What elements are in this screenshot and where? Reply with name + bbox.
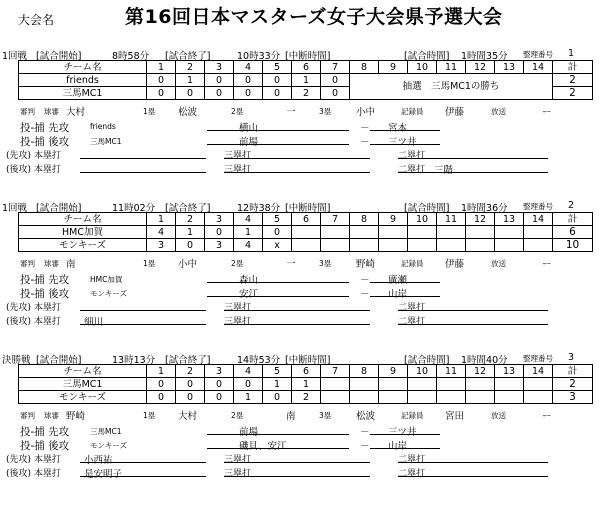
total-score: 3 [553,391,593,404]
triple-second [224,314,370,325]
inning-header: 14 [524,213,553,226]
recorder-label: 記録員 [401,259,424,268]
triple-label: 三塁打 [224,303,252,313]
inning-header: 4 [234,213,263,226]
inning-score [437,378,466,391]
inning-header: 4 [234,365,263,378]
inning-score: 1 [176,226,205,239]
ref-no-label: 整理番号 [523,354,553,363]
inning-header: 2 [176,213,205,226]
inning-header: 2 [176,365,205,378]
inning-score [350,226,379,239]
score-table [18,212,593,252]
inning-score: 1 [176,74,205,87]
start-time: 8時58分 [112,51,150,62]
inning-score [437,391,466,404]
total-score: 10 [553,239,593,252]
battery2-team: 三馬MC1 [90,137,122,146]
inning-score [379,378,408,391]
team-name: モンキーズ [19,239,147,252]
first-base-label: 1塁 [143,107,156,116]
inning-header: 14 [524,61,553,74]
inning-score: 0 [176,239,205,252]
table-row [19,391,593,404]
battery1-label: 投-捕 先攻 [20,122,70,134]
double-second [398,314,548,325]
inning-header: 3 [205,61,234,74]
inning-score [292,239,321,252]
battery1-label: 投-捕 先攻 [20,426,70,438]
inning-score [466,226,495,239]
triple-first [224,452,370,463]
first-base-umpire: 小中 [178,259,198,270]
battery1-catcher: 廣瀬 [370,272,440,283]
broadcast: ー [542,259,552,270]
inning-score: 0 [263,226,292,239]
game-block [0,48,600,198]
battery1-team: friends [90,122,116,131]
inning-score [524,391,553,404]
triple-first [224,300,370,311]
double-second: 三階 [398,162,548,173]
inning-score [350,378,379,391]
battery1-catcher: 宮本 [370,120,440,131]
duration-label: [試合時間] [404,51,450,62]
triple-label: 三塁打 [224,455,252,465]
inning-score [408,239,437,252]
first-base-label: 1塁 [143,259,156,268]
dash: － [360,275,370,286]
inning-score: 0 [147,391,176,404]
battery2-label: 投-捕 後攻 [20,136,70,148]
duration-value: 1時間36分 [461,203,508,214]
third-base-label: 3塁 [319,411,332,420]
second-base-label: 2塁 [231,411,244,420]
inning-score: 3 [205,239,234,252]
inning-header: 3 [205,365,234,378]
triple-label: 三塁打 [224,151,252,161]
battery2-team: モンキーズ [90,289,128,298]
score-table [18,60,593,100]
interrupt-label: [中断時間] [285,355,331,366]
inning-score [524,226,553,239]
total-header: 計 [553,61,593,74]
duration-label: [試合時間] [404,203,450,214]
interrupt-label: [中断時間] [285,203,331,214]
chief-umpire: 大村 [66,107,86,118]
inning-header: 11 [437,61,466,74]
dash: － [360,123,370,134]
inning-score [408,378,437,391]
inning-score: 0 [176,378,205,391]
inning-score: 1 [292,74,321,87]
umpire-label: 審判 [20,411,35,420]
score-table [18,364,593,404]
battery1-pitcher: 森山 [207,272,349,283]
hr-second [80,162,206,173]
total-score: 2 [553,378,593,391]
battery2-catcher: 山岸 [370,286,440,297]
double-label: 二塁打 [398,165,426,175]
inning-header: 3 [205,213,234,226]
inning-score [321,391,350,404]
ref-no-label: 整理番号 [523,202,553,211]
chief-umpire: 野崎 [66,411,86,422]
second-base-umpire: 南 [286,411,296,422]
inning-score [321,226,350,239]
battery1-label: 投-捕 先攻 [20,274,70,286]
inning-header: 8 [350,213,379,226]
game-round: 1回戦 [2,51,28,62]
team-name: HMC加賀 [19,226,147,239]
broadcast: ー [542,411,552,422]
inning-score [350,391,379,404]
broadcast: ー [542,107,552,118]
inning-header: 11 [437,213,466,226]
game-note: 抽選 三馬MC1の勝ち [350,74,553,100]
inning-header: 13 [495,213,524,226]
triple-second [224,162,370,173]
inning-score: 0 [263,391,292,404]
inning-header: 10 [408,365,437,378]
end-label: [試合終了] [165,355,211,366]
umpire-label: 審判 [20,259,35,268]
game-round: 1回戦 [2,203,28,214]
total-score: 6 [553,226,593,239]
dash: － [360,137,370,148]
hr-second-label: (後攻) 本塁打 [6,165,61,175]
double-label: 二塁打 [398,455,426,465]
second-base-umpire: 一 [286,259,296,270]
battery1-team: 三馬MC1 [90,427,122,436]
recorder: 宮田 [445,411,465,422]
inning-score [379,226,408,239]
inning-score: 1 [234,226,263,239]
battery1-catcher: 三ツ井 [370,424,440,435]
third-base-umpire: 小中 [356,107,376,118]
inning-score: 1 [263,378,292,391]
broadcast-label: 放送 [491,259,506,268]
dash: － [360,289,370,300]
inning-score: 1 [234,391,263,404]
inning-score: 0 [321,87,350,100]
inning-score [292,226,321,239]
inning-score [495,226,524,239]
start-label: [試合開始] [36,355,82,366]
hr-second-label: (後攻) 本塁打 [6,469,61,479]
start-time: 13時13分 [112,355,156,366]
total-score: 2 [553,87,593,100]
inning-score: 0 [234,378,263,391]
inning-score: 0 [321,74,350,87]
inning-score: 0 [205,226,234,239]
inning-header: 12 [466,61,495,74]
battery2-catcher: 三ツ井 [370,134,440,145]
triple-label: 三塁打 [224,165,252,175]
duration-value: 1時間35分 [461,51,508,62]
inning-score: 2 [292,391,321,404]
inning-header: 5 [263,365,292,378]
inning-header: 1 [147,61,176,74]
third-base-label: 3塁 [319,259,332,268]
inning-score [466,391,495,404]
ref-no: 1 [568,48,575,59]
inning-score: 0 [176,87,205,100]
inning-header: 9 [379,365,408,378]
team-header: チーム名 [19,61,147,74]
inning-header: 1 [147,365,176,378]
hr-first-label: (先攻) 本塁打 [6,303,61,313]
inning-header: 5 [263,61,292,74]
double-label: 二塁打 [398,469,426,479]
team-header: チーム名 [19,213,147,226]
inning-header: 11 [437,365,466,378]
battery2-catcher: 山岸 [370,438,440,449]
inning-header: 9 [379,213,408,226]
inning-score: 0 [234,74,263,87]
inning-score [524,378,553,391]
game-round: 決勝戦 [2,355,31,366]
first-base-umpire: 大村 [178,411,198,422]
hr-first: 小西祐 [80,452,206,463]
double-first [398,452,548,463]
dash: － [360,427,370,438]
second-base-label: 2塁 [231,107,244,116]
end-time: 14時53分 [237,355,281,366]
inning-score [437,226,466,239]
hr-second: 細川 [80,314,206,325]
inning-header: 12 [466,213,495,226]
inning-header: 7 [321,365,350,378]
inning-score: 0 [205,87,234,100]
hr-first [80,148,206,159]
inning-score: 0 [234,87,263,100]
hr-first-label: (先攻) 本塁打 [6,455,61,465]
third-base-umpire: 松波 [356,411,376,422]
inning-score [379,391,408,404]
inning-score [466,378,495,391]
hr-first-label: (先攻) 本塁打 [6,151,61,161]
chief-umpire-label: 球審 [44,259,59,268]
table-row [19,74,593,87]
inning-score [350,239,379,252]
inning-score [408,391,437,404]
table-header-row [19,365,593,378]
inning-score: 0 [263,74,292,87]
recorder-label: 記録員 [401,107,424,116]
recorder-label: 記録員 [401,411,424,420]
inning-header: 6 [292,61,321,74]
battery1-pitcher: 横山 [207,120,349,131]
third-base-umpire: 野崎 [356,259,376,270]
total-score: 2 [553,74,593,87]
triple-label: 三塁打 [224,469,252,479]
inning-score: 0 [147,74,176,87]
inning-score [408,226,437,239]
inning-score [321,239,350,252]
inning-score [524,239,553,252]
hr-second-label: (後攻) 本塁打 [6,317,61,327]
umpire-label: 審判 [20,107,35,116]
ref-no: 3 [568,352,575,363]
team-name: 三馬MC1 [19,87,147,100]
hr-second: 是安明子 [80,466,206,477]
inning-header: 6 [292,365,321,378]
end-label: [試合終了] [165,51,211,62]
inning-score [321,378,350,391]
game-block [0,200,600,350]
battery2-pitcher: 前場 [207,134,349,145]
team-header: チーム名 [19,365,147,378]
first-base-label: 1塁 [143,411,156,420]
end-time: 10時33分 [237,51,281,62]
duration-label: [試合時間] [404,355,450,366]
double-label: 二塁打 [398,317,426,327]
double-first [398,148,548,159]
inning-score: 4 [147,226,176,239]
inning-score: 3 [147,239,176,252]
battery1-pitcher: 前場 [207,424,349,435]
duration-value: 1時間40分 [461,355,508,366]
second-base-umpire: 一 [286,107,296,118]
inning-score [495,391,524,404]
battery2-label: 投-捕 後攻 [20,440,70,452]
triple-second [224,466,370,477]
team-name: モンキーズ [19,391,147,404]
inning-header: 7 [321,61,350,74]
total-header: 計 [553,365,593,378]
start-label: [試合開始] [36,51,82,62]
inning-score [495,378,524,391]
end-time: 12時38分 [237,203,281,214]
inning-score: x [263,239,292,252]
inning-header: 10 [408,61,437,74]
double-first [398,300,548,311]
double-second [398,466,548,477]
inning-header: 1 [147,213,176,226]
triple-label: 三塁打 [224,317,252,327]
inning-score: 0 [205,378,234,391]
team-name: 三馬MC1 [19,378,147,391]
battery2-pitcher: 安江 [207,286,349,297]
inning-header: 4 [234,61,263,74]
total-header: 計 [553,213,593,226]
inning-header: 7 [321,213,350,226]
inning-score: 4 [234,239,263,252]
table-row [19,226,593,239]
triple-first [224,148,370,159]
inning-header: 5 [263,213,292,226]
chief-umpire: 南 [66,259,76,270]
table-header-row [19,61,593,74]
hr-first [80,300,206,311]
game-block [0,352,600,502]
double-label: 二塁打 [398,303,426,313]
inning-score: 2 [292,87,321,100]
second-base-label: 2塁 [231,259,244,268]
inning-header: 9 [379,61,408,74]
inning-score: 0 [263,87,292,100]
inning-header: 10 [408,213,437,226]
battery1-team: HMC加賀 [90,275,123,284]
inning-score: 0 [205,74,234,87]
inning-score: 0 [147,87,176,100]
double-label: 二塁打 [398,151,426,161]
inning-score: 0 [205,391,234,404]
broadcast-label: 放送 [491,411,506,420]
interrupt-label: [中断時間] [285,51,331,62]
table-header-row [19,213,593,226]
inning-header: 6 [292,213,321,226]
chief-umpire-label: 球審 [44,107,59,116]
inning-score: 1 [292,378,321,391]
inning-score: 0 [147,378,176,391]
battery2-team: モンキーズ [90,441,128,450]
start-label: [試合開始] [36,203,82,214]
first-base-umpire: 松波 [178,107,198,118]
end-label: [試合終了] [165,203,211,214]
inning-header: 13 [495,365,524,378]
inning-header: 13 [495,61,524,74]
dash: － [360,441,370,452]
inning-score [466,239,495,252]
page-title: 第16回日本マスターズ女子大会県予選大会 [125,6,503,28]
third-base-label: 3塁 [319,107,332,116]
inning-score [379,239,408,252]
broadcast-label: 放送 [491,107,506,116]
inning-header: 12 [466,365,495,378]
inning-score [495,239,524,252]
team-name: friends [19,74,147,87]
battery2-label: 投-捕 後攻 [20,288,70,300]
ref-no-label: 整理番号 [523,50,553,59]
table-row [19,378,593,391]
tournament-label: 大会名 [18,13,55,27]
table-row [19,239,593,252]
inning-score: 0 [176,391,205,404]
inning-header: 8 [350,61,379,74]
chief-umpire-label: 球審 [44,411,59,420]
recorder: 伊藤 [445,107,465,118]
start-time: 11時02分 [112,203,156,214]
inning-header: 8 [350,365,379,378]
recorder: 伊藤 [445,259,465,270]
inning-score [437,239,466,252]
inning-header: 2 [176,61,205,74]
ref-no: 2 [568,200,575,211]
inning-header: 14 [524,365,553,378]
battery2-pitcher: 磯貝、安江 [207,438,349,449]
